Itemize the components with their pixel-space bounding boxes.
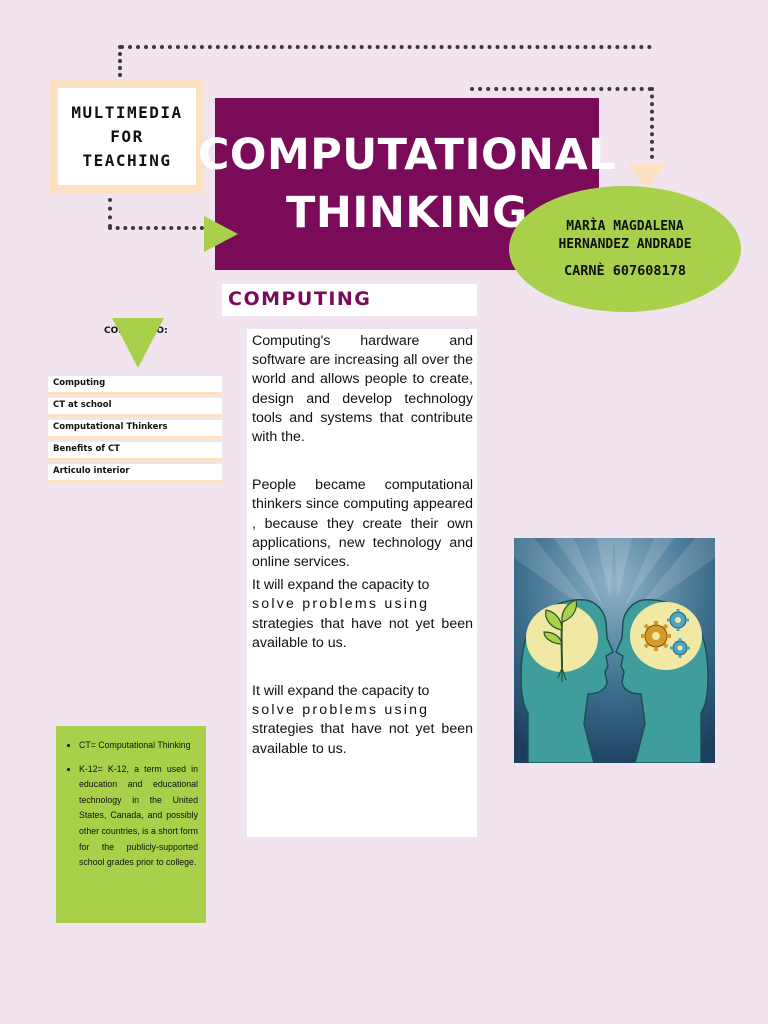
dotted-line-left-upper xyxy=(118,45,122,77)
course-label-box xyxy=(50,80,204,193)
author-badge xyxy=(509,186,741,312)
section-heading: COMPUTING xyxy=(222,284,477,316)
contents-list xyxy=(48,376,222,486)
page-title-line-2: THINKING xyxy=(286,188,528,238)
contents-item-articulo-interior[interactable]: Articulo interior xyxy=(48,464,222,483)
paragraph-4-line-1: It will expand the capacity to xyxy=(252,683,430,700)
dotted-line-top xyxy=(120,45,652,49)
paragraph-4-line-2: solve problems using xyxy=(252,702,430,719)
paragraph-4 xyxy=(252,682,473,759)
paragraph-2: People became computational thinkers since computing appeared , because they create their own applications, new technology and online services. xyxy=(252,477,473,571)
paragraph-3-line-2: solve problems using xyxy=(252,596,430,613)
glossary-box xyxy=(56,726,206,923)
course-label-line: FOR xyxy=(110,126,144,146)
glossary-list xyxy=(64,738,198,871)
article-text xyxy=(247,329,477,837)
arrow-right-icon xyxy=(204,216,238,252)
dotted-line-top-right xyxy=(470,87,652,91)
dotted-line-bottom-left xyxy=(108,226,204,230)
author-name-line-1: MARÌA MAGDALENA xyxy=(566,219,684,234)
two-heads-illustration xyxy=(514,538,715,763)
contents-item-ct-at-school[interactable]: CT at school xyxy=(48,398,222,417)
glossary-item-k12: • K-12= K-12, a term used in education and educational technology in the United States, Canada, and possibly other countries, is a short form for the publicly-supported school grades prior to college. xyxy=(79,762,198,871)
paragraph-3 xyxy=(252,576,473,653)
paragraph-3-rest: strategies that have not yet been available to us. xyxy=(252,615,473,651)
dotted-line-right xyxy=(650,87,654,159)
glossary-item-ct: • CT= Computational Thinking xyxy=(79,738,198,754)
paragraph-1: Computing's hardware and software are increasing all over the world and allows people to create, design and develop technology tools and systems that contribute with the. xyxy=(252,333,473,446)
contents-item-computing[interactable]: Computing xyxy=(48,376,222,395)
contents-label: CONTENIDO: xyxy=(104,326,168,336)
contents-item-benefits-of-ct[interactable]: Benefits of CT xyxy=(48,442,222,461)
arrow-down-icon xyxy=(112,318,164,368)
paragraph-3-line-1: It will expand the capacity to xyxy=(252,577,430,594)
dotted-line-left-lower xyxy=(108,198,112,228)
page-title-line-1: COMPUTATIONAL xyxy=(197,130,617,180)
course-label-line: TEACHING xyxy=(82,150,172,170)
arrow-down-icon xyxy=(627,163,667,189)
author-id: CARNÈ 607608178 xyxy=(564,263,686,279)
contents-item-computational-thinkers[interactable]: Computational Thinkers xyxy=(48,420,222,439)
author-name-line-2: HERNANDEZ ANDRADE xyxy=(558,237,692,252)
paragraph-4-rest: strategies that have not yet been available to us. xyxy=(252,721,473,757)
course-label-inner xyxy=(58,88,196,185)
course-label-line: MULTIMEDIA xyxy=(71,102,183,122)
